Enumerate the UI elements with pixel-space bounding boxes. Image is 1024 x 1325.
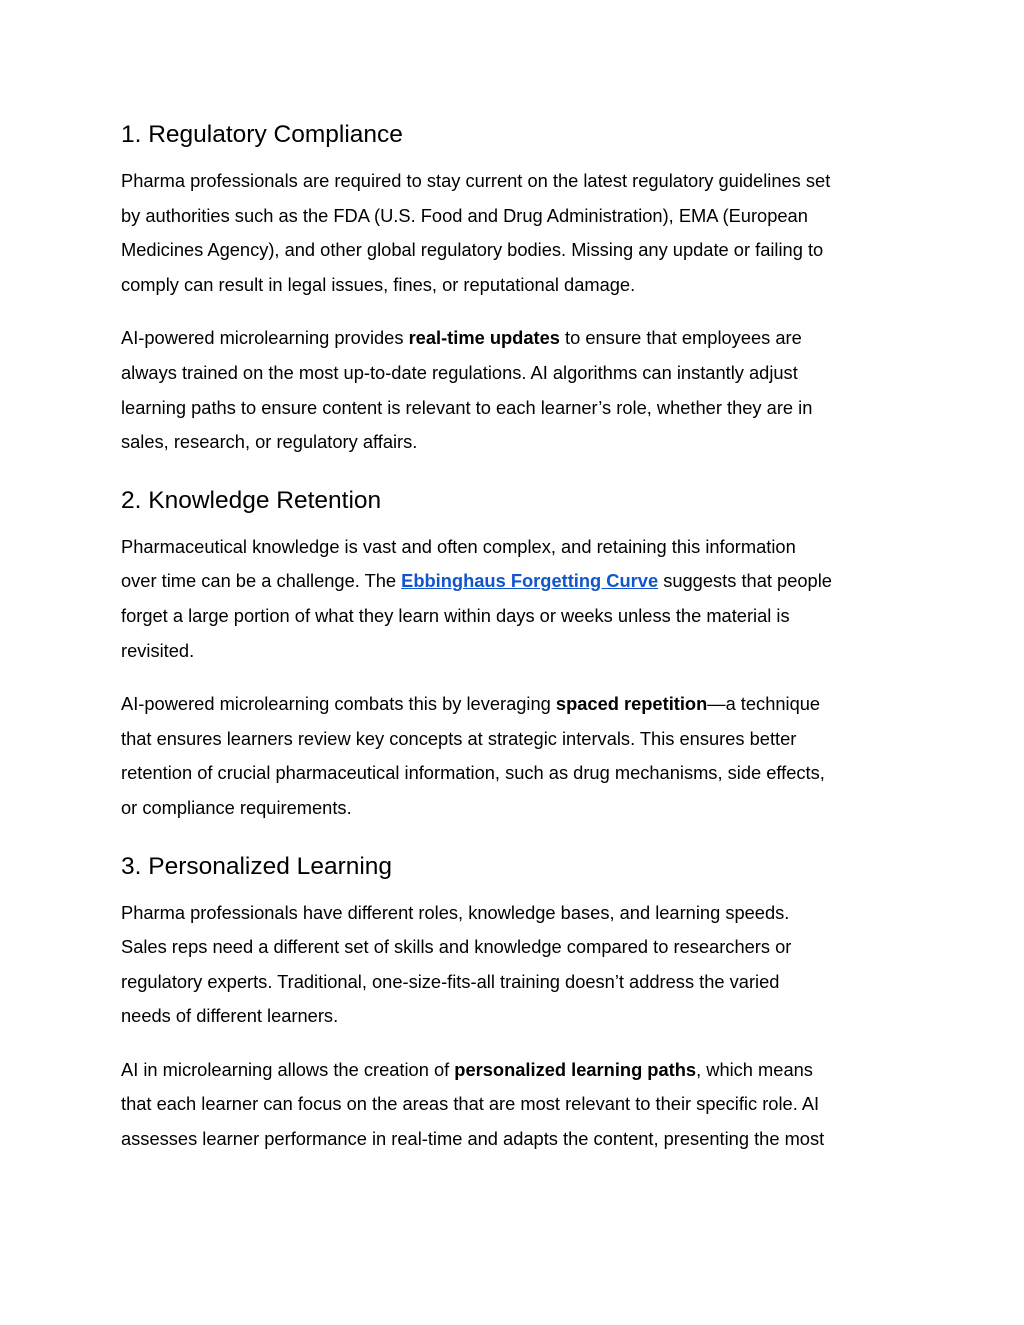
- text-line: [121, 564, 911, 599]
- text-line: Medicines Agency), and other global regulatory bodies. Missing any update or failing to: [121, 239, 824, 261]
- text-line: sales, research, or regulatory affairs.: [121, 431, 418, 453]
- paragraph-retention-ai: [121, 687, 911, 825]
- text-run: over time can be a challenge. The: [121, 570, 402, 592]
- section-heading-knowledge-retention: 2. Knowledge Retention: [121, 486, 382, 514]
- bold-phrase-spaced-repetition: spaced repetition: [555, 693, 708, 715]
- text-line: regulatory experts. Traditional, one-size-fits-all training doesn’t address the varied: [121, 970, 780, 992]
- bold-phrase-personalized-learning-paths: personalized learning paths: [454, 1058, 697, 1080]
- text-line: revisited.: [121, 639, 195, 661]
- text-line: [121, 321, 911, 356]
- section-heading-regulatory-compliance: 1. Regulatory Compliance: [121, 121, 403, 148]
- paragraph-personalized-intro: [121, 896, 911, 1034]
- text-run: , which means: [696, 1058, 813, 1080]
- bold-phrase-real-time-updates: real-time updates: [408, 327, 560, 349]
- text-run: AI-powered microlearning combats this by leveraging: [121, 693, 556, 715]
- text-run: —a technique: [707, 693, 821, 715]
- text-line: [121, 1053, 911, 1088]
- text-line: learning paths to ensure content is relevant to each learner’s role, whether they are in: [121, 396, 813, 418]
- paragraph-retention-intro: [121, 530, 911, 668]
- text-line: Pharmaceutical knowledge is vast and often complex, and retaining this information: [121, 535, 796, 557]
- text-line: or compliance requirements.: [121, 796, 352, 818]
- text-run: AI-powered microlearning provides: [121, 327, 409, 349]
- text-line: by authorities such as the FDA (U.S. Food and Drug Administration), EMA (European: [121, 204, 808, 226]
- paragraph-regulatory-intro: [121, 164, 911, 302]
- text-line: [121, 687, 911, 722]
- section-heading-personalized-learning: 3. Personalized Learning: [121, 852, 393, 880]
- text-line: needs of different learners.: [121, 1005, 339, 1027]
- text-line: Pharma professionals are required to stay current on the latest regulatory guidelines set: [121, 170, 831, 191]
- text-line: forget a large portion of what they learn within days or weeks unless the material is: [121, 604, 790, 626]
- text-run: AI in microlearning allows the creation of: [121, 1058, 455, 1080]
- text-line: always trained on the most up-to-date regulations. AI algorithms can instantly adjust: [121, 361, 798, 383]
- paragraph-regulatory-ai: [121, 321, 911, 459]
- text-line: retention of crucial pharmaceutical information, such as drug mechanisms, side effects,: [121, 762, 825, 784]
- text-line: that each learner can focus on the areas that are most relevant to their specific role. AI: [121, 1093, 820, 1115]
- text-line: comply can result in legal issues, fines, or reputational damage.: [121, 273, 636, 295]
- text-run: suggests that people: [658, 570, 832, 592]
- ebbinghaus-forgetting-curve-link[interactable]: Ebbinghaus Forgetting Curve: [401, 570, 659, 592]
- paragraph-personalized-ai: [121, 1053, 911, 1157]
- text-line: that ensures learners review key concepts at strategic intervals. This ensures better: [121, 727, 797, 749]
- text-line: Sales reps need a different set of skills and knowledge compared to researchers or: [121, 936, 792, 958]
- text-run: to ensure that employees are: [559, 327, 802, 349]
- text-line: Pharma professionals have different roles, knowledge bases, and learning speeds.: [121, 901, 790, 923]
- document-page: [121, 113, 911, 1157]
- text-line: assesses learner performance in real-time and adapts the content, presenting the most: [121, 1128, 825, 1150]
